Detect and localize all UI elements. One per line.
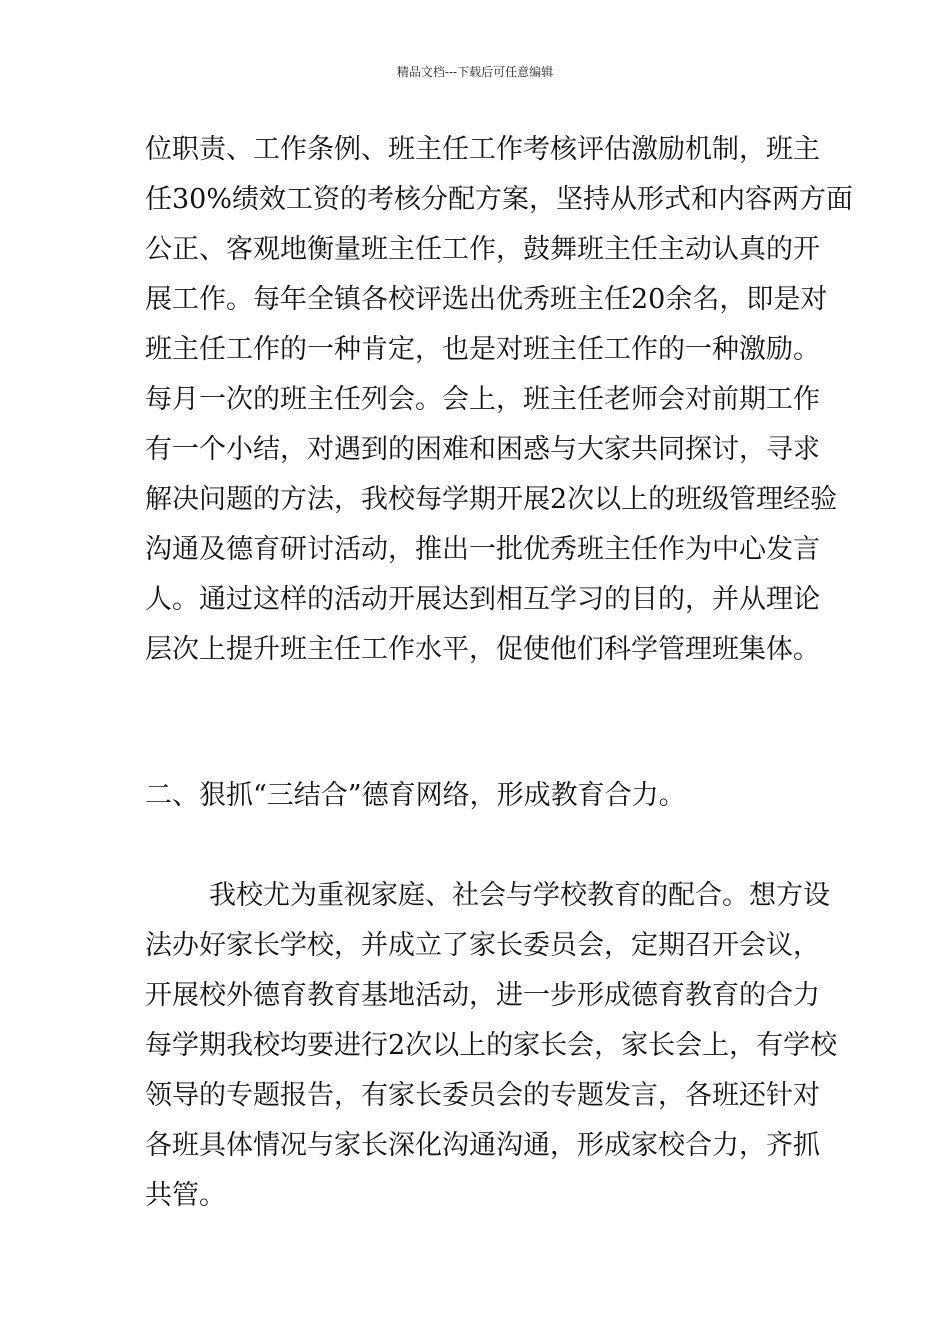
paragraph-line: 开展校外德育教育基地活动，进一步形成德育教育的合力 <box>145 980 820 1011</box>
paragraph-line: 每月一次的班主任列会。会上，班主任老师会对前期工作 <box>145 384 820 415</box>
paragraph-line: 展工作。每年全镇各校评选出优秀班主任20余名，即是对 <box>145 284 828 315</box>
paragraph-line: 班主任工作的一种肯定，也是对班主任工作的一种激励。 <box>145 334 820 365</box>
paragraph-line: 沟通及德育研讨活动，推出一批优秀班主任作为中心发言 <box>145 534 820 565</box>
paragraph-line: 法办好家长学校，并成立了家长委员会，定期召开会议， <box>145 930 820 961</box>
paragraph-line: 领导的专题报告，有家长委员会的专题发言，各班还针对 <box>145 1080 820 1111</box>
paragraph-line: 任30%绩效工资的考核分配方案，坚持从形式和内容两方面 <box>145 184 854 215</box>
paragraph-line: 每学期我校均要进行2次以上的家长会，家长会上，有学校 <box>145 1030 838 1061</box>
paragraph-line: 人。通过这样的活动开展达到相互学习的目的，并从理论 <box>145 584 820 615</box>
paragraph-line: 位职责、工作条例、班主任工作考核评估激励机制，班主 <box>145 134 820 165</box>
paragraph-line: 公正、客观地衡量班主任工作，鼓舞班主任主动认真的开 <box>145 234 820 265</box>
paragraph-line: 各班具体情况与家长深化沟通沟通，形成家校合力，齐抓 <box>145 1130 820 1161</box>
paragraph-line: 层次上提升班主任工作水平，促使他们科学管理班集体。 <box>145 634 820 665</box>
page-header: 精品文档---下载后可任意编辑 <box>396 65 554 79</box>
paragraph-line: 有一个小结，对遇到的困难和困惑与大家共同探讨，寻求 <box>145 434 820 465</box>
paragraph-line: 我校尤为重视家庭、社会与学校教育的配合。想方设 <box>209 880 830 911</box>
section-heading: 二、狠抓“三结合”德育网络，形成教育合力。 <box>145 780 686 811</box>
paragraph-line: 解决问题的方法，我校每学期开展2次以上的班级管理经验 <box>145 484 838 515</box>
paragraph-line: 共管。 <box>145 1180 226 1211</box>
